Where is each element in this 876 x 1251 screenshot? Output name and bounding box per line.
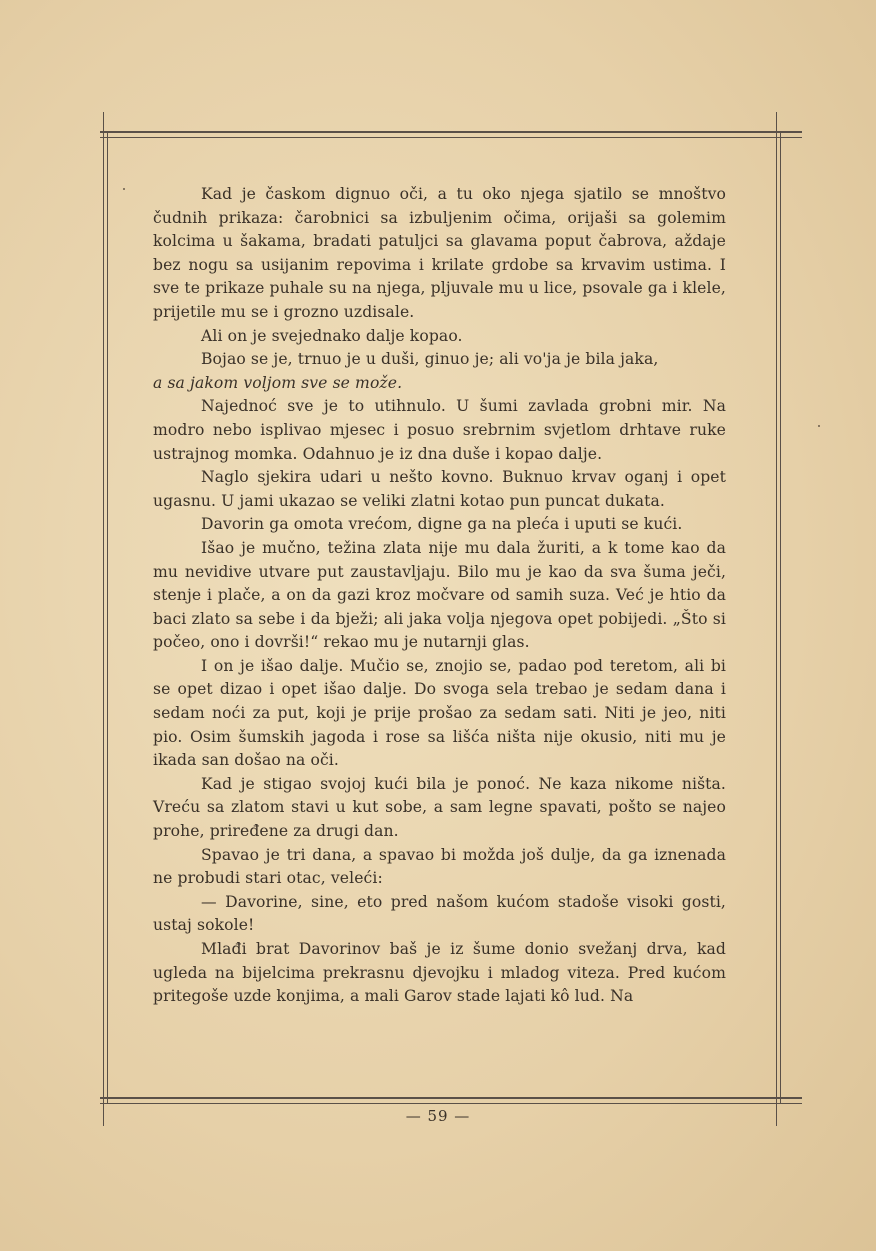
paragraph: Kad je časkom dignuo oči, a tu oko njega sjatilo se mnoštvo čudnih prikaza: čarobnici sa izbuljenim očima, orijaši sa golemim kolcima u šakama, bradati patuljci sa glavama poput čabrova, aždaje bez nogu sa usijanim repovima i krilate grdobe sa krvavim ustima. I sve te prikaze puhale su na njega, pljuvale mu u lice, psovale ga i klele, prijetile mu se i grozno uzdisale. — [153, 185, 726, 321]
paragraph: Naglo sjekira udari u nešto kovno. Buknuo krvav oganj i opet ugasnu. U jami ukazao se veliki zlatni kotao pun puncat dukata. — [153, 468, 726, 510]
paragraph: Spavao je tri dana, a spavao bi možda još dulje, da ga iznenada ne probudi stari otac, veleći: — [153, 845, 726, 888]
frame-left-rule — [103, 112, 104, 1126]
paragraph: Davorin ga omota vrećom, digne ga na pleća i uputi se kući. — [201, 515, 683, 534]
frame-top-rule — [100, 131, 802, 133]
paragraph: Bojao se je, trnuo je u duši, ginuo je; ali vo'ja je bila jaka, — [201, 350, 659, 369]
paragraph: Išao je mučno, težina zlata nije mu dala žuriti, a k tome kao da mu nevidive utvare put zaustavljaju. Bilo mu je kao da sva šuma ječi, stenje i plače, a on da gazi kroz močvare od samih suza. Već je htio da baci zlato sa sebe i da bježi; ali jaka volja njegova opet pobijedi. „Što si počeo, ono i dovrši!“ rekao mu je nutarnji glas. — [153, 538, 726, 652]
paragraph: I on je išao dalje. Mučio se, znojio se, padao pod teretom, ali bi se opet dizao i opet išao dalje. Do svoga sela trebao je sedam dana i sedam noći za put, koji je prije prošao za sedam sati. Niti je jeo, niti pio. Osim šumskih jagoda i rose sa lišća ništa nije okusio, niti mu je ikada san došao na oči. — [153, 656, 726, 770]
paragraph-italic: a sa jakom voljom sve se može. — [153, 373, 403, 392]
paper-speck — [818, 425, 820, 427]
page-number: — 59 — — [405, 1107, 471, 1125]
body-text — [153, 183, 726, 1009]
paragraph: Najednoć sve je to utihnulo. U šumi zavlada grobni mir. Na modro nebo isplivao mjesec i posuo srebrnim svjetlom drhtave ruke ustrajnog momka. Odahnuo je iz dna duše i kopao dalje. — [153, 397, 726, 463]
paragraph: Mlađi brat Davorinov baš je iz šume donio svežanj drva, kad ugleda na bijelcima prekrasnu djevojku i mladog viteza. Pred kućom pritegoše uzde konjima, a mali Garov stade lajati kô lud. Na — [153, 940, 726, 1006]
frame-top-rule-thin — [100, 137, 802, 138]
frame-right-rule-inner — [780, 131, 781, 1103]
paragraph: — Davorine, sine, eto pred našom kućom stadoše visoki gosti, ustaj sokole! — [153, 892, 726, 935]
paragraph: Kad je stigao svojoj kući bila je ponoć. Ne kaza nikome ništa. Vreću sa zlatom stavi u kut sobe, a sam legne spavati, pošto se najeo prohe, priređene za drugi dan. — [153, 774, 726, 841]
frame-bottom-rule-thin — [100, 1103, 802, 1104]
frame-right-rule — [776, 112, 777, 1126]
frame-left-rule-inner — [107, 131, 108, 1103]
paragraph: Ali on je svejednako dalje kopao. — [201, 326, 463, 345]
paper-speck — [123, 188, 125, 190]
frame-bottom-rule — [100, 1097, 802, 1099]
